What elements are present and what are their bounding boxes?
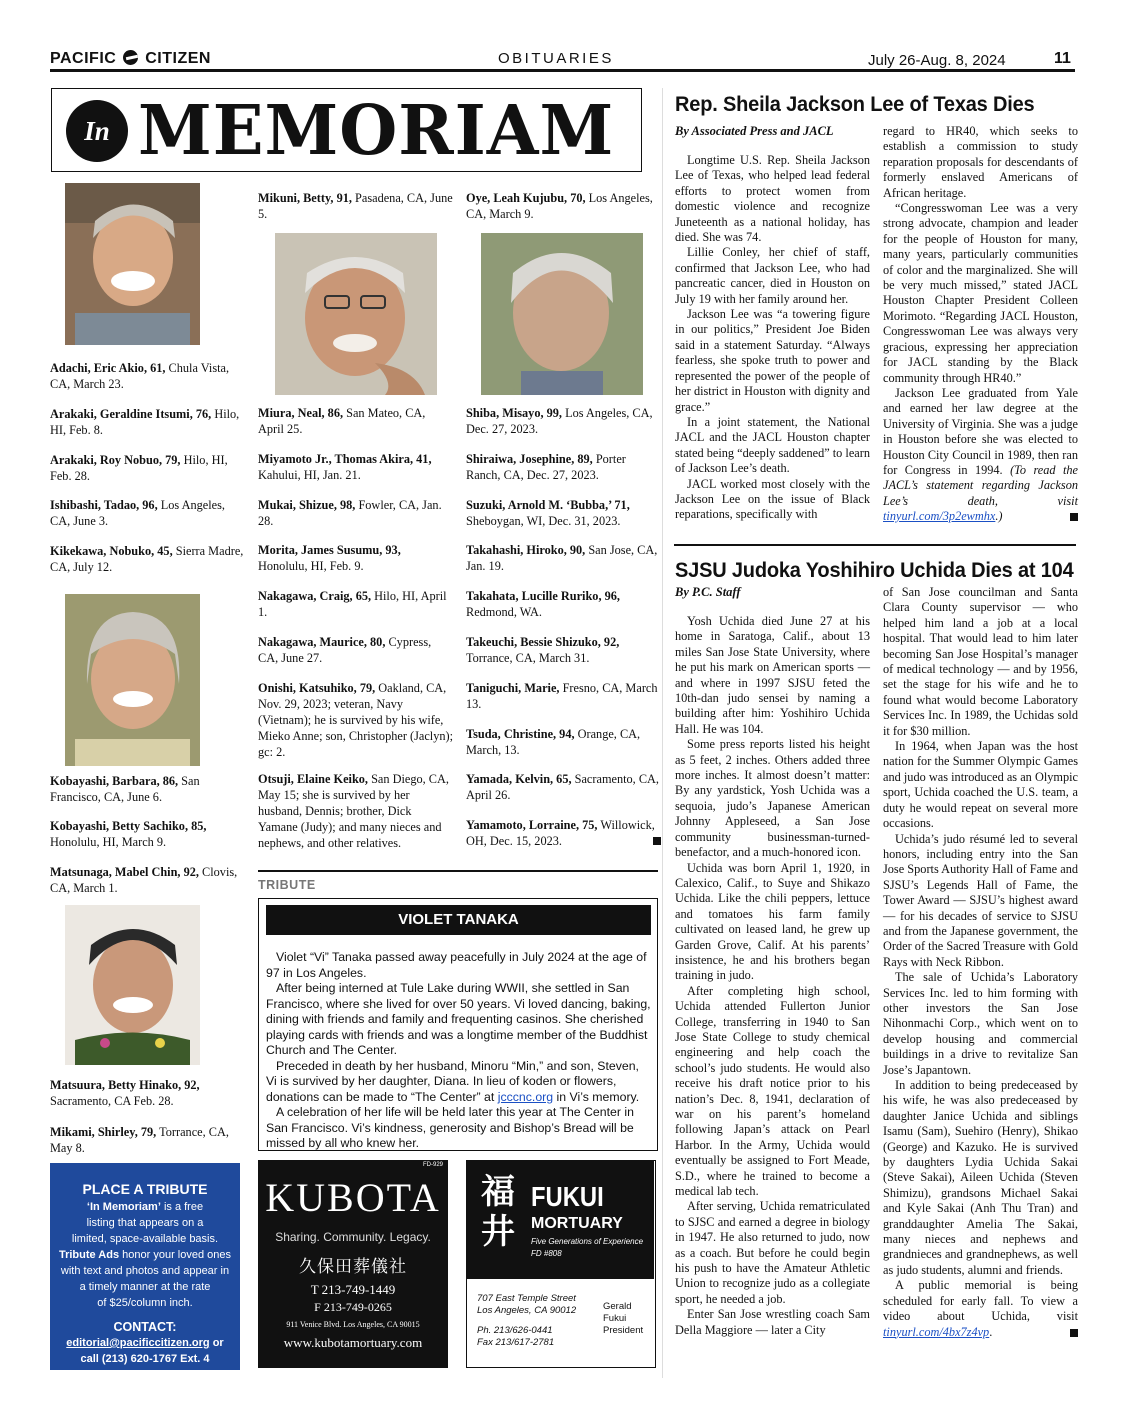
uchida-video-link[interactable]: tinyurl.com/4bx7z4vp [883, 1324, 990, 1339]
obit-entry: Kikekawa, Nobuko, 45, Sierra Madre, CA, July 12. [50, 544, 244, 574]
end-mark-icon [1070, 513, 1078, 521]
obit-entry: Arakaki, Roy Nobuo, 79, Hilo, HI, Feb. 28. [50, 453, 228, 483]
logo-left-text: PACIFIC [50, 50, 117, 67]
obit-entry: Ishibashi, Tadao, 96, Los Angeles, CA, June 3. [50, 498, 225, 528]
obit-entry: Nakagawa, Maurice, 80, Cypress, CA, June 27. [258, 635, 432, 665]
email-link[interactable]: editorial@pacificcitizen.org [66, 1337, 210, 1349]
tribute-text [266, 950, 651, 1152]
in-badge: In [66, 100, 128, 162]
obit-entry: Takeuchi, Bessie Shizuko, 92, Torrance, CA, March 31. [466, 635, 620, 665]
article2-headline: SJSU Judoka Yoshihiro Uchida Dies at 104 [675, 558, 1074, 582]
tribute-rule [258, 870, 658, 872]
logo-right-text: CITIZEN [145, 50, 211, 67]
jcccnc-link[interactable]: jcccnc.org [497, 1089, 554, 1104]
obit-entry: Yamamoto, Lorraine, 75, Willowick, OH, Dec. 15, 2023. [466, 817, 661, 849]
tribute-name: VIOLET TANAKA [266, 905, 651, 935]
obit-entry: Mukai, Shizue, 98, Fowler, CA, Jan. 28. [258, 498, 442, 528]
obit-entry: Kobayashi, Barbara, 86, San Francisco, CA, June 6. [50, 774, 200, 804]
obit-entry: Kobayashi, Betty Sachiko, 85, Honolulu, HI, March 9. [50, 819, 207, 849]
photo-miura [275, 233, 437, 395]
end-mark-icon [1070, 1329, 1078, 1337]
obit-entry: Miyamoto Jr., Thomas Akira, 41, Kahului, HI, Jan. 21. [258, 452, 432, 482]
obit-entry: Mikuni, Betty, 91, Pasadena, CA, June 5. [258, 191, 453, 221]
obit-entry: Mikami, Shirley, 79, Torrance, CA, May 8. [50, 1125, 229, 1155]
article1-byline: By Associated Press and JACL [675, 124, 834, 138]
tribute-label: TRIBUTE [258, 878, 316, 892]
article1-col2: regard to HR40, which seeks to establish a commission to study reparation proposals for descendants of formerly enslaved Americans of African heritage. “Congresswoman Lee was a very strong advocate, champion and leader for the people of Houston for many, many years, particularly communities of color and the marginalized. She will be very much missed,” stated JACL Houston Chapter President Colleen Morimoto. “Regarding JACL Houston, Congresswoman Lee was always very gracious, expressing her appreciation for JACL standing by the Black community through HR40.” Jackson Lee graduated from Yale and earned her law degree at the University of Virginia. She was a judge in Houston before she was elected to Houston City Council in 1989, then ran for Congress in 1994. (To read the JACL’s statement regarding Jackson Lee’s death, visit tinyurl.com/3p2ewmhx.) [883, 124, 1079, 524]
tribute-paragraph: After being interned at Tule Lake during WWII, she settled in San Francisco, where she lived for over 50 years. Vi loved dancing, baking, dining with friends and family and frequenting casinos. She cherished playing cards with friends and was a longtime member of the Buddhist Church and The Center. [266, 981, 651, 1057]
issue-date: July 26-Aug. 8, 2024 [868, 52, 1006, 69]
obit-entry: Miura, Neal, 86, San Mateo, CA, April 25. [258, 406, 426, 436]
obit-entry: Oye, Leah Kujubu, 70, Los Angeles, CA, March 9. [466, 191, 653, 221]
obit-entry: Takahata, Lucille Ruriko, 96, Redmond, WA. [466, 589, 620, 619]
photo-oye [481, 233, 643, 395]
end-mark-icon [653, 837, 661, 845]
photo-matsuura [65, 905, 200, 1065]
tribute-paragraph: Preceded in death by her husband, Minoru “Min,” and son, Steven, Vi is survived by her daughter, Diana. In lieu of koden or flowers, donations can be made to “The Center” at jcccnc.org in Vi’s memory. [266, 1058, 640, 1104]
logo-globe-icon [123, 50, 138, 65]
article-divider [674, 544, 1076, 546]
obit-entry: Yamada, Kelvin, 65, Sacramento, CA, April 26. [466, 772, 659, 802]
obit-entry: Tsuda, Christine, 94, Orange, CA, March, 13. [466, 727, 641, 757]
place-tribute-box: PLACE A TRIBUTE ‘In Memoriam’ is a free listing that appears on a limited, space-available basis. Tribute Ads honor your loved ones with text and photos and appear in a timely manner at the rate of $25/column inch. CONTACT: editorial@pacificcitizen.org or call (213) 620-1767 Ext. 4 [50, 1163, 240, 1370]
kubota-ad: FD-929 KUBOTA Sharing. Community. Legacy. 久保田葬儀社 T 213-749-1449 F 213-749-0265 911 Venice Blvd. Los Angeles, CA 90015 www.kubotamortuary.com [258, 1160, 448, 1368]
section-label: OBITUARIES [498, 50, 614, 67]
obit-entry: Adachi, Eric Akio, 61, Chula Vista, CA, March 23. [50, 361, 230, 391]
tribute-paragraph: A celebration of her life will be held later this year at The Center in San Francisco. Vi’s kindness, generosity and Bishop’s Bread will be missed by all who knew her. [266, 1105, 634, 1150]
article2-col1: Yosh Uchida died June 27 at his home in Saratoga, Calif., about 13 miles San Jose State University, where he put his mark on American sports — and where in 1997 SJSU feted the 10th-dan judo sensei by naming a building after him: Yoshihiro Uchida Hall. He was 104. Some press reports listed his height as 5 feet, 2 inches. Others added three more inches. It almost doesn’t matter: By any yardstick, Yosh Uchida was a sequoia, judo’s Japanese American Johnny Appleseed, a San Jose community businessman-turned-benefactor, and a much-honored icon. Uchida was born April 1, 1920, in Calexico, Calif., to Suye and Shikazo Uchida. Like the chili peppers, lettuce and tomatoes his farm family cultivated on leased land, he grew up Garden Grove, Calif. At his parents’ insistence, he and his brothers began training in judo. After completing high school, Uchida attended Fullerton Junior College, transferring in 1940 to San Jose State College to study chemical engineering and help coach the school’s judo students. He would also receive his draft notice prior to his nation’s Dec. 8, 1941, declaration of war on his parent’s homeland following Japan’s attack on Pearl Harbor. In the Army, Uchida would eventually be assigned to Fort Meade, S.D., where he trained to become a medical lab tech. After serving, Uchida rematriculated to SJSC and earned a degree in biology in 1947. He also returned to judo, now as a coach. But before he could begin his push to have the Amateur Athletic Union to recognize judo as a collegiate sport, he needed a job. Enter San Jose wrestling coach Sam Della Maggiore — later a City [675, 614, 870, 1337]
obit-entry: Arakaki, Geraldine Itsumi, 76, Hilo, HI, Feb. 8. [50, 407, 240, 437]
masthead-logo [50, 50, 211, 68]
memoriam-banner [51, 88, 642, 172]
jacl-statement-link[interactable]: tinyurl.com/3p2ewmhx [883, 509, 996, 524]
article1-col1: Longtime U.S. Rep. Sheila Jackson Lee of Texas, who helped lead federal efforts to protect women from domestic violence and recognize Juneteenth as a national holiday, has died. She was 74. Lillie Conley, her chief of staff, confirmed that Jackson Lee, who had pancreatic cancer, died in Houston on July 19 with her family around her. Jackson Lee was “a towering figure in our politics,” President Joe Biden said in a statement Saturday. “Always fearless, she spoke truth to power and represented the power of the people of her district in Houston with dignity and grace.” In a joint statement, the National JACL and the JACL Houston chapter stated being “deeply saddened” to learn of Jackson Lee’s death. JACL worked most closely with the Jackson Lee on the issue of Black reparations, specifically with [675, 153, 870, 522]
obit-entry: Morita, James Susumu, 93, Honolulu, HI, Feb. 9. [258, 543, 401, 573]
obit-entry: Matsuura, Betty Hinako, 92, Sacramento, CA Feb. 28. [50, 1078, 200, 1108]
obit-entry: Shiba, Misayo, 99, Los Angeles, CA, Dec. 27, 2023. [466, 406, 653, 436]
memoriam-title: MEMORIAM [138, 91, 615, 171]
photo-kobayashi [65, 594, 200, 766]
page-number: 11 [1054, 50, 1071, 67]
obit-entry: Matsunaga, Mabel Chin, 92, Clovis, CA, March 1. [50, 865, 238, 895]
tribute-paragraph: Violet “Vi” Tanaka passed away peacefully in July 2024 at the age of 97 in Los Angeles. [266, 950, 647, 980]
article2-byline: By P.C. Staff [675, 585, 741, 599]
article2-col2: of San Jose councilman and Santa Clara County supervisor — who helped him land a job at a local hospital. That would lead to him later becoming San Jose Hospital’s manager of medical technology — and by 1956, set the stage for his wife and he to found what would become Laboratory Services Inc. In 1989, the Uchidas sold it for $30 million. In 1964, when Japan was the host nation for the Summer Olympic Games and judo was introduced as an Olympic sport, Uchida coached the U.S. team, a duty he would repeat on several more occasions. Uchida’s judo résumé led to several honors, including entry into the San Jose Sports Authority Hall of Fame and SJSU’s Legends Hall of Fame, the Tower Award — SJSU’s highest award — for his decades of service to SJSU and from the Japanese government, the Order of the Sacred Treasure with Gold Rays with Neck Ribbon. The sale of Uchida’s Laboratory Services Inc. led to him forming with other investors the San Jose Nihonmachi Corp., which went on to develop housing and commercial buildings in a drive to revitalize San Jose’s Japantown. In addition to being predeceased by his wife, he was also predeceased by daughter Janice Uchida and siblings Isamu (Sam), Suehiro (Henry), Shikao (George) and Kazuko. He is survived by daughters Lydia Uchida Sakai (Steve Sakai), Aileen Uchida (Steven Shimizu), grandsons Michael Sakai and Kyle Sakai (Anh Thu Tran) and granddaughter Amelia The Sakai, many nieces and nephews and grandnieces and grandnephews, as well as judo students, alumni and friends. A public memorial is being scheduled for early fall. To view a video about Uchida, visit tinyurl.com/4bx7z4vp. [883, 585, 1078, 1339]
photo-adachi [65, 183, 200, 345]
place-tribute-title: PLACE A TRIBUTE [82, 1181, 208, 1197]
fukui-kanji: 福 井 [481, 1174, 515, 1251]
obit-entry: Suzuki, Arnold M. ‘Bubba,’ 71, Sheboygan, WI, Dec. 31, 2023. [466, 498, 630, 528]
kubota-logo: KUBOTA [265, 1175, 441, 1220]
obit-entry: Takahashi, Hiroko, 90, San Jose, CA, Jan. 19. [466, 543, 658, 573]
obit-entry: Nakagawa, Craig, 65, Hilo, HI, April 1. [258, 589, 447, 619]
article1-headline: Rep. Sheila Jackson Lee of Texas Dies [675, 92, 1035, 116]
obit-entry: Shiraiwa, Josephine, 89, Porter Ranch, CA, Dec. 27, 2023. [466, 452, 626, 482]
obit-entry: Onishi, Katsuhiko, 79, Oakland, CA, Nov. 29, 2023; veteran, Navy (Vietnam); he is survived by his wife, Mieko Anne; son, Christopher (Jaclyn); gc: 2. [258, 681, 454, 759]
obit-entry: Otsuji, Elaine Keiko, San Diego, CA, May 15; she is survived by her husband, Dennis; brother, Dick Yamane (Judy); and many nieces and nephews, and other relatives. [258, 772, 449, 850]
header-rule [50, 69, 1075, 72]
fukui-ad: 福 井 FUKUI MORTUARY Five Generations of Experience FD #808 707 East Temple Street Los Angeles, CA 90012 Ph. 213/626-0441 Fax 213/617-2781 Gerald Fukui President [466, 1160, 656, 1368]
obit-entry: Taniguchi, Marie, Fresno, CA, March 13. [466, 681, 658, 711]
column-rule [662, 88, 663, 1378]
